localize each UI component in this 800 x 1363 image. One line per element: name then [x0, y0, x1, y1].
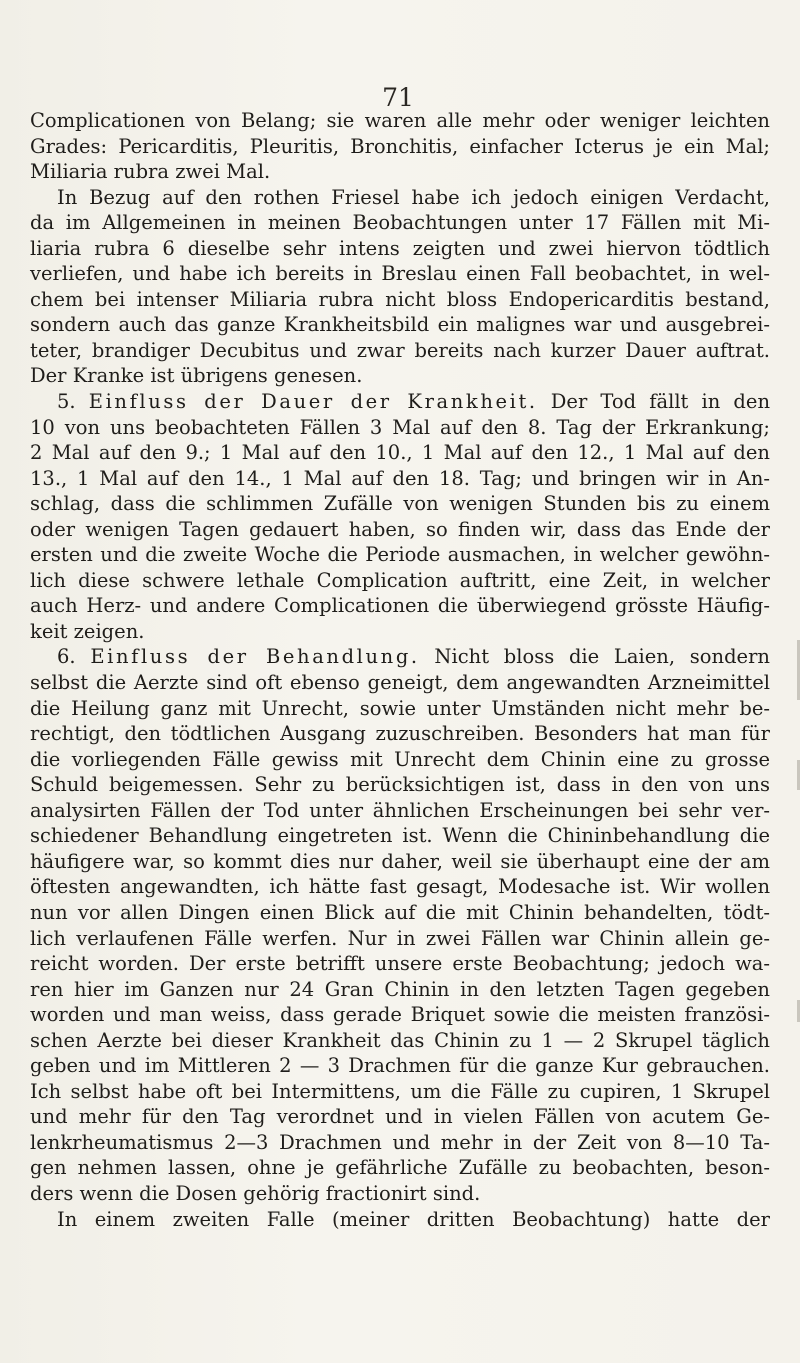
- text-line: lenkrheumatismus 2—3 Drachmen und mehr in der Zeit von 8—10 Ta-: [30, 1130, 770, 1154]
- section-heading: Einfluss der Behandlung.: [90, 645, 420, 669]
- text-line: lich diese schwere lethale Complication auftritt, eine Zeit, in welcher: [30, 568, 770, 592]
- text-line: teter, brandiger Decubitus und zwar bereits nach kurzer Dauer auftrat.: [30, 338, 770, 362]
- text-line: gen nehmen lassen, ohne je gefährliche Zufälle zu beobachten, beson-: [30, 1156, 770, 1180]
- text-line: Grades: Pericarditis, Pleuritis, Bronchitis, einfacher Icterus je ein Mal;: [30, 134, 770, 158]
- text-line: lich verlaufenen Fälle werfen. Nur in zwei Fällen war Chinin allein ge-: [30, 926, 770, 950]
- text-line: Der Kranke ist übrigens genesen.: [30, 364, 363, 388]
- text-line: 13., 1 Mal auf den 14., 1 Mal auf den 18. Tag; und bringen wir in An-: [30, 466, 770, 490]
- line-text: Der Tod fällt in den: [537, 390, 771, 414]
- text-line: geben und im Mittleren 2 — 3 Drachmen für die ganze Kur gebrauchen.: [30, 1054, 770, 1078]
- text-line: rechtigt, den tödtlichen Ausgang zuzuschreiben. Besonders hat man für: [30, 722, 770, 746]
- text-line: und mehr für den Tag verordnet und in vielen Fällen von acutem Ge-: [30, 1105, 770, 1129]
- text-line: die Heilung ganz mit Unrecht, sowie unter Umständen nicht mehr be-: [30, 696, 770, 720]
- text-line: worden und man weiss, dass gerade Briquet sowie die meisten französi-: [30, 1003, 770, 1027]
- section-heading: Einfluss der Dauer der Krankheit.: [88, 390, 538, 414]
- text-line: In einem zweiten Falle (meiner dritten Beobachtung) hatte der: [57, 1207, 770, 1231]
- text-line: 10 von uns beobachteten Fällen 3 Mal auf den 8. Tag der Erkrankung;: [30, 415, 770, 439]
- text-line: ders wenn die Dosen gehörig fractionirt sind.: [30, 1181, 481, 1205]
- text-line: Ich selbst habe oft bei Intermittens, um die Fälle zu cupiren, 1 Skrupel: [30, 1079, 770, 1103]
- page-number: 71: [382, 83, 414, 112]
- text-line: In Bezug auf den rothen Friesel habe ich jedoch einigen Verdacht,: [57, 185, 770, 209]
- line-text: Nicht bloss die Laien, sondern: [419, 645, 770, 669]
- text-line: auch Herz- und andere Complicationen die überwiegend grösste Häufig-: [30, 594, 770, 618]
- body-text: [30, 108, 770, 1232]
- text-line: häufigere war, so kommt dies nur daher, weil sie überhaupt eine der am: [30, 849, 770, 873]
- text-line: schen Aerzte bei dieser Krankheit das Chinin zu 1 — 2 Skrupel täglich: [30, 1028, 770, 1052]
- text-line: Schuld beigemessen. Sehr zu berücksichtigen ist, dass in den von uns: [30, 773, 770, 797]
- text-line: oder wenigen Tagen gedauert haben, so finden wir, dass das Ende der: [30, 517, 770, 541]
- text-line: ren hier im Ganzen nur 24 Gran Chinin in den letzten Tagen gegeben: [30, 977, 770, 1001]
- text-line: schiedener Behandlung eingetreten ist. Wenn die Chininbehandlung die: [30, 824, 770, 848]
- text-line: selbst die Aerzte sind oft ebenso geneigt, dem angewandten Arzneimittel: [30, 671, 770, 695]
- text-line: nun vor allen Dingen einen Blick auf die mit Chinin behandelten, tödt-: [30, 900, 770, 924]
- text-line: [30, 389, 770, 415]
- text-line: schlag, dass die schlimmen Zufälle von wenigen Stunden bis zu einem: [30, 492, 770, 516]
- text-line: 2 Mal auf den 9.; 1 Mal auf den 10., 1 Mal auf den 12., 1 Mal auf den: [30, 441, 770, 465]
- text-line: [30, 644, 770, 670]
- text-line: da im Allgemeinen in meinen Beobachtungen unter 17 Fällen mit Mi-: [30, 211, 770, 235]
- text-line: Complicationen von Belang; sie waren alle mehr oder weniger leichten: [30, 109, 770, 132]
- text-line: öftesten angewandten, ich hätte fast gesagt, Modesache ist. Wir wollen: [30, 875, 770, 899]
- text-line: reicht worden. Der erste betrifft unsere erste Beobachtung; jedoch wa-: [30, 952, 770, 976]
- text-line: die vorliegenden Fälle gewiss mit Unrecht dem Chinin eine zu grosse: [30, 747, 770, 771]
- text-line: verliefen, und habe ich bereits in Breslau einen Fall beobachtet, in wel-: [30, 262, 770, 286]
- text-line: analysirten Fällen der Tod unter ähnlichen Erscheinungen bei sehr ver-: [30, 798, 770, 822]
- text-line: ersten und die zweite Woche die Periode ausmachen, in welcher gewöhn-: [30, 543, 770, 567]
- text-line: sondern auch das ganze Krankheitsbild ein malignes war und ausgebrei-: [30, 313, 770, 337]
- section-number: 5.: [57, 390, 89, 414]
- text-line: Miliaria rubra zwei Mal.: [30, 160, 271, 184]
- text-line: keit zeigen.: [30, 619, 145, 643]
- text-line: liaria rubra 6 dieselbe sehr intens zeigten und zwei hiervon tödtlich: [30, 236, 770, 260]
- text-line: chem bei intenser Miliaria rubra nicht bloss Endopericarditis bestand,: [30, 287, 770, 311]
- section-number: 6.: [57, 645, 91, 669]
